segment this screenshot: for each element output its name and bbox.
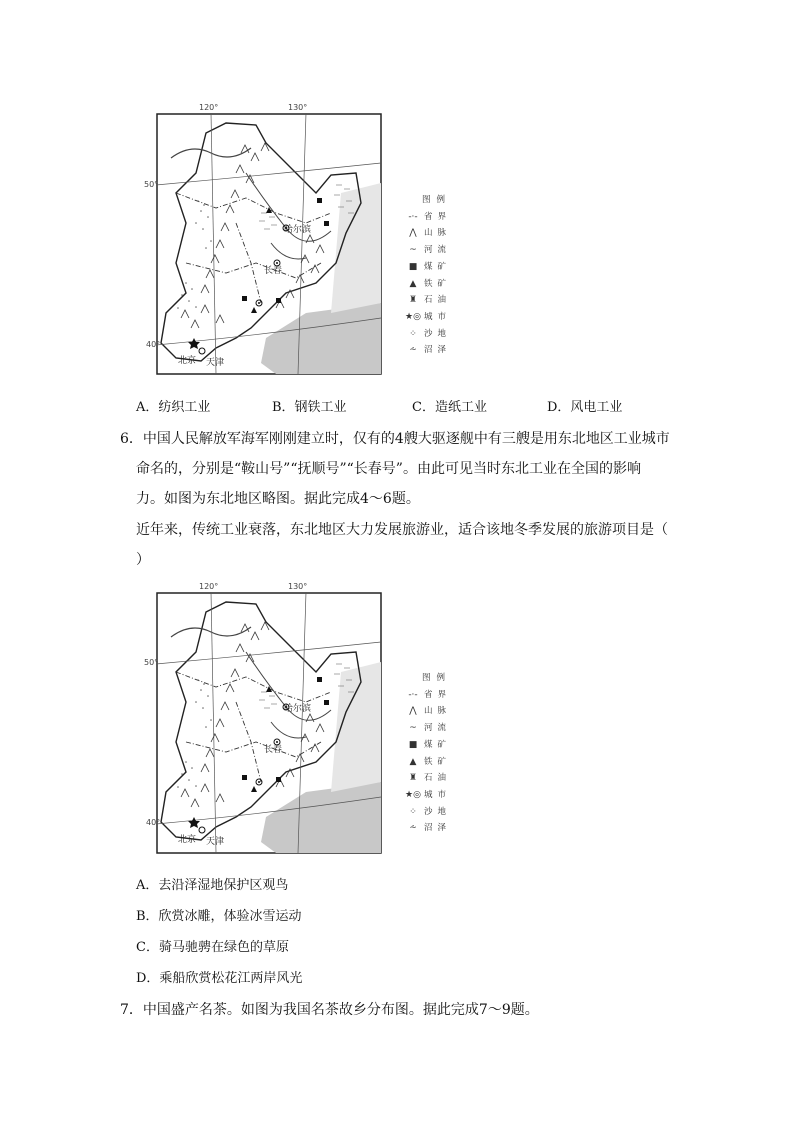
coal-mine-icon: ■ [408,739,418,750]
legend-item: ⋀ 山脉 [402,225,451,242]
map-label-changchun: 长春 [264,266,283,276]
legend-item: ~ 河流 [402,242,451,259]
q6-line-1: 6．中国人民解放军海军刚刚建立时，仅有的4艘大驱逐舰中有三艘是用东北地区工业城市 [120,431,670,447]
lon-120-label-2: 120° [199,582,219,591]
legend-item: ▲ 铁矿 [402,754,451,771]
map-legend-2 [402,670,451,837]
lon-120-label: 120° [199,103,219,112]
map2-label-tianjin: 天津 [206,837,225,847]
legend-item: ⩪ 沼泽 [402,342,451,359]
map2-label-changchun: 长春 [264,745,283,755]
lat-50-label-2: 50° [144,658,159,667]
northeast-china-map [156,113,382,375]
map-legend [402,192,451,359]
lat-40-label-2: 40° [146,818,161,827]
swamp-icon: ⩪ [409,823,417,834]
q5-option-b[interactable]: B．钢铁工业 [272,400,347,415]
mountain-icon: ⋀ [409,228,417,239]
legend-item: ⩪ 沼泽 [402,820,451,837]
legend-item: ★◎ 城市 [402,309,451,326]
q6-option-b[interactable]: B．欣赏冰雕，体验冰雪运动 [136,909,302,924]
map-drawing [156,113,382,375]
legend-title: 图例 [422,673,452,683]
legend-item: ■ 煤矿 [402,737,451,754]
city-icon: ★◎ [405,311,421,322]
sand-icon: ⁘ [409,806,417,817]
oil-icon: ♜ [408,773,418,784]
map-label-tianjin: 天津 [206,358,225,368]
mountain-icon: ⋀ [409,706,417,717]
city-icon: ★◎ [405,789,421,800]
northeast-china-map-2 [156,592,382,854]
legend-item: ■ 煤矿 [402,259,451,276]
lat-40-label: 40° [146,340,161,349]
legend-item: ▲ 铁矿 [402,276,451,293]
lon-130-label: 130° [288,103,308,112]
province-border-icon: -·- [408,211,418,222]
river-icon: ~ [409,245,417,256]
legend-item: ⁘ 沙地 [402,326,451,343]
q6-line-2: 命名的，分别是“鞍山号”“抚顺号”“长春号”。由此可见当时东北工业在全国的影响 [136,461,641,477]
coal-mine-icon: ■ [408,261,418,272]
q5-option-c[interactable]: C．造纸工业 [412,400,487,415]
q5-option-a[interactable]: A．纺织工业 [136,400,211,415]
iron-mine-icon: ▲ [409,756,417,767]
map2-label-harbin: 哈尔滨 [284,704,312,714]
q6-option-d[interactable]: D．乘船欣赏松花江两岸风光 [136,971,303,986]
swamp-icon: ⩪ [409,345,417,356]
q6-option-c[interactable]: C．骑马驰骋在绿色的草原 [136,940,289,955]
q6-line-5: ） [136,552,150,568]
q6-line-4: 近年来，传统工业衰落，东北地区大力发展旅游业，适合该地冬季发展的旅游项目是（ [136,522,668,538]
sand-icon: ⁘ [409,328,417,339]
legend-item: ⁘ 沙地 [402,804,451,821]
province-border-icon: -·- [408,689,418,700]
map-label-beijing: 北京 [178,356,197,366]
q6-line-3: 力。如图为东北地区略图。据此完成4～6题。 [136,491,420,507]
lon-130-label-2: 130° [288,582,308,591]
legend-item: -·- 省界 [402,687,451,704]
legend-item: ★◎ 城市 [402,787,451,804]
map2-label-beijing: 北京 [178,835,197,845]
q5-option-d[interactable]: D．风电工业 [547,400,623,415]
legend-item: ♜ 石油 [402,770,451,787]
map-label-harbin: 哈尔滨 [284,225,312,235]
river-icon: ~ [409,723,417,734]
legend-item: -·- 省界 [402,209,451,226]
q7-line-1: 7．中国盛产名茶。如图为我国名茶故乡分布图。据此完成7～9题。 [120,1002,539,1018]
legend-item: ~ 河流 [402,720,451,737]
legend-item: ♜ 石油 [402,292,451,309]
map-drawing-2 [156,592,382,854]
lat-50-label: 50° [144,180,159,189]
oil-icon: ♜ [408,295,418,306]
legend-item: ⋀ 山脉 [402,703,451,720]
iron-mine-icon: ▲ [409,278,417,289]
legend-title: 图例 [422,195,452,205]
q6-option-a[interactable]: A．去沿泽湿地保护区观鸟 [136,878,289,893]
